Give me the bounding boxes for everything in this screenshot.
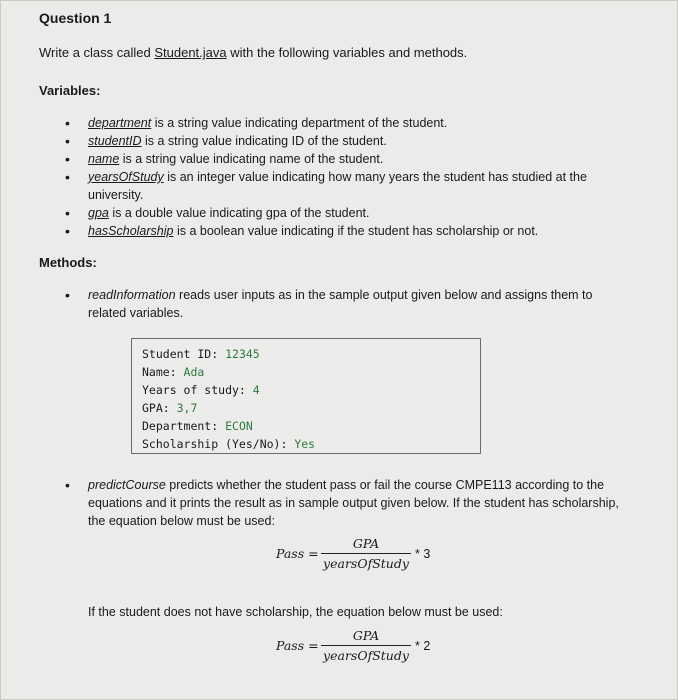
list-item: • studentID is a string value indicating ID of the student. — [65, 133, 387, 149]
intro-text — [39, 45, 467, 60]
formula-2-fraction — [321, 628, 411, 663]
sample-line: Department: ECON — [142, 419, 253, 433]
sample-line: Years of study: 4 — [142, 383, 260, 397]
sample-line: Student ID: 12345 — [142, 347, 260, 361]
formula-2-lhs: Pass = — [276, 638, 319, 653]
formula-1-multiplier: * 3 — [415, 547, 431, 561]
sample-line: Scholarship (Yes/No): Yes — [142, 437, 316, 451]
sample-line: Name: Ada — [142, 365, 205, 379]
formula-2-multiplier: * 2 — [415, 639, 431, 653]
sample-output-box — [131, 338, 481, 454]
variables-heading: Variables: — [39, 83, 101, 98]
formula-1-fraction — [321, 536, 411, 571]
formula-1-lhs: Pass = — [276, 546, 319, 561]
list-item: • readInformation reads user inputs as in the sample output given below and assigns them to related variables. — [65, 287, 593, 320]
formula-2-denominator: yearsOfStudy — [323, 648, 409, 663]
method-list-1 — [1, 286, 628, 322]
intro-prefix: Write a class called — [39, 45, 155, 60]
formula-1-numerator: GPA — [352, 536, 380, 551]
list-item: • hasScholarship is a boolean value indicating if the student has scholarship or not. — [65, 223, 539, 239]
formula-2-numerator: GPA — [352, 628, 380, 643]
list-item: • department is a string value indicating department of the student. — [65, 115, 448, 131]
methods-heading: Methods: — [39, 255, 97, 270]
list-item: • predictCourse predicts whether the student pass or fail the course CMPE113 according to the equations and it prints the result as in sample output given below. If the student has scholarship, the equation below must be used: — [65, 477, 619, 528]
variables-list — [1, 114, 628, 240]
question-title: Question 1 — [39, 10, 112, 26]
intro-suffix: with the following variables and methods. — [226, 45, 468, 60]
no-scholarship-text: If the student does not have scholarship, the equation below must be used: — [88, 605, 503, 619]
list-item: • name is a string value indicating name of the student. — [65, 151, 384, 167]
list-item: • yearsOfStudy is an integer value indicating how many years the student has studied at the university. — [65, 169, 587, 202]
class-name: Student.java — [154, 45, 227, 60]
list-item: • gpa is a double value indicating gpa of the student. — [65, 205, 370, 221]
sample-line: GPA: 3,7 — [142, 401, 198, 415]
formula-1-denominator: yearsOfStudy — [323, 556, 409, 571]
method-list-2 — [1, 476, 628, 530]
